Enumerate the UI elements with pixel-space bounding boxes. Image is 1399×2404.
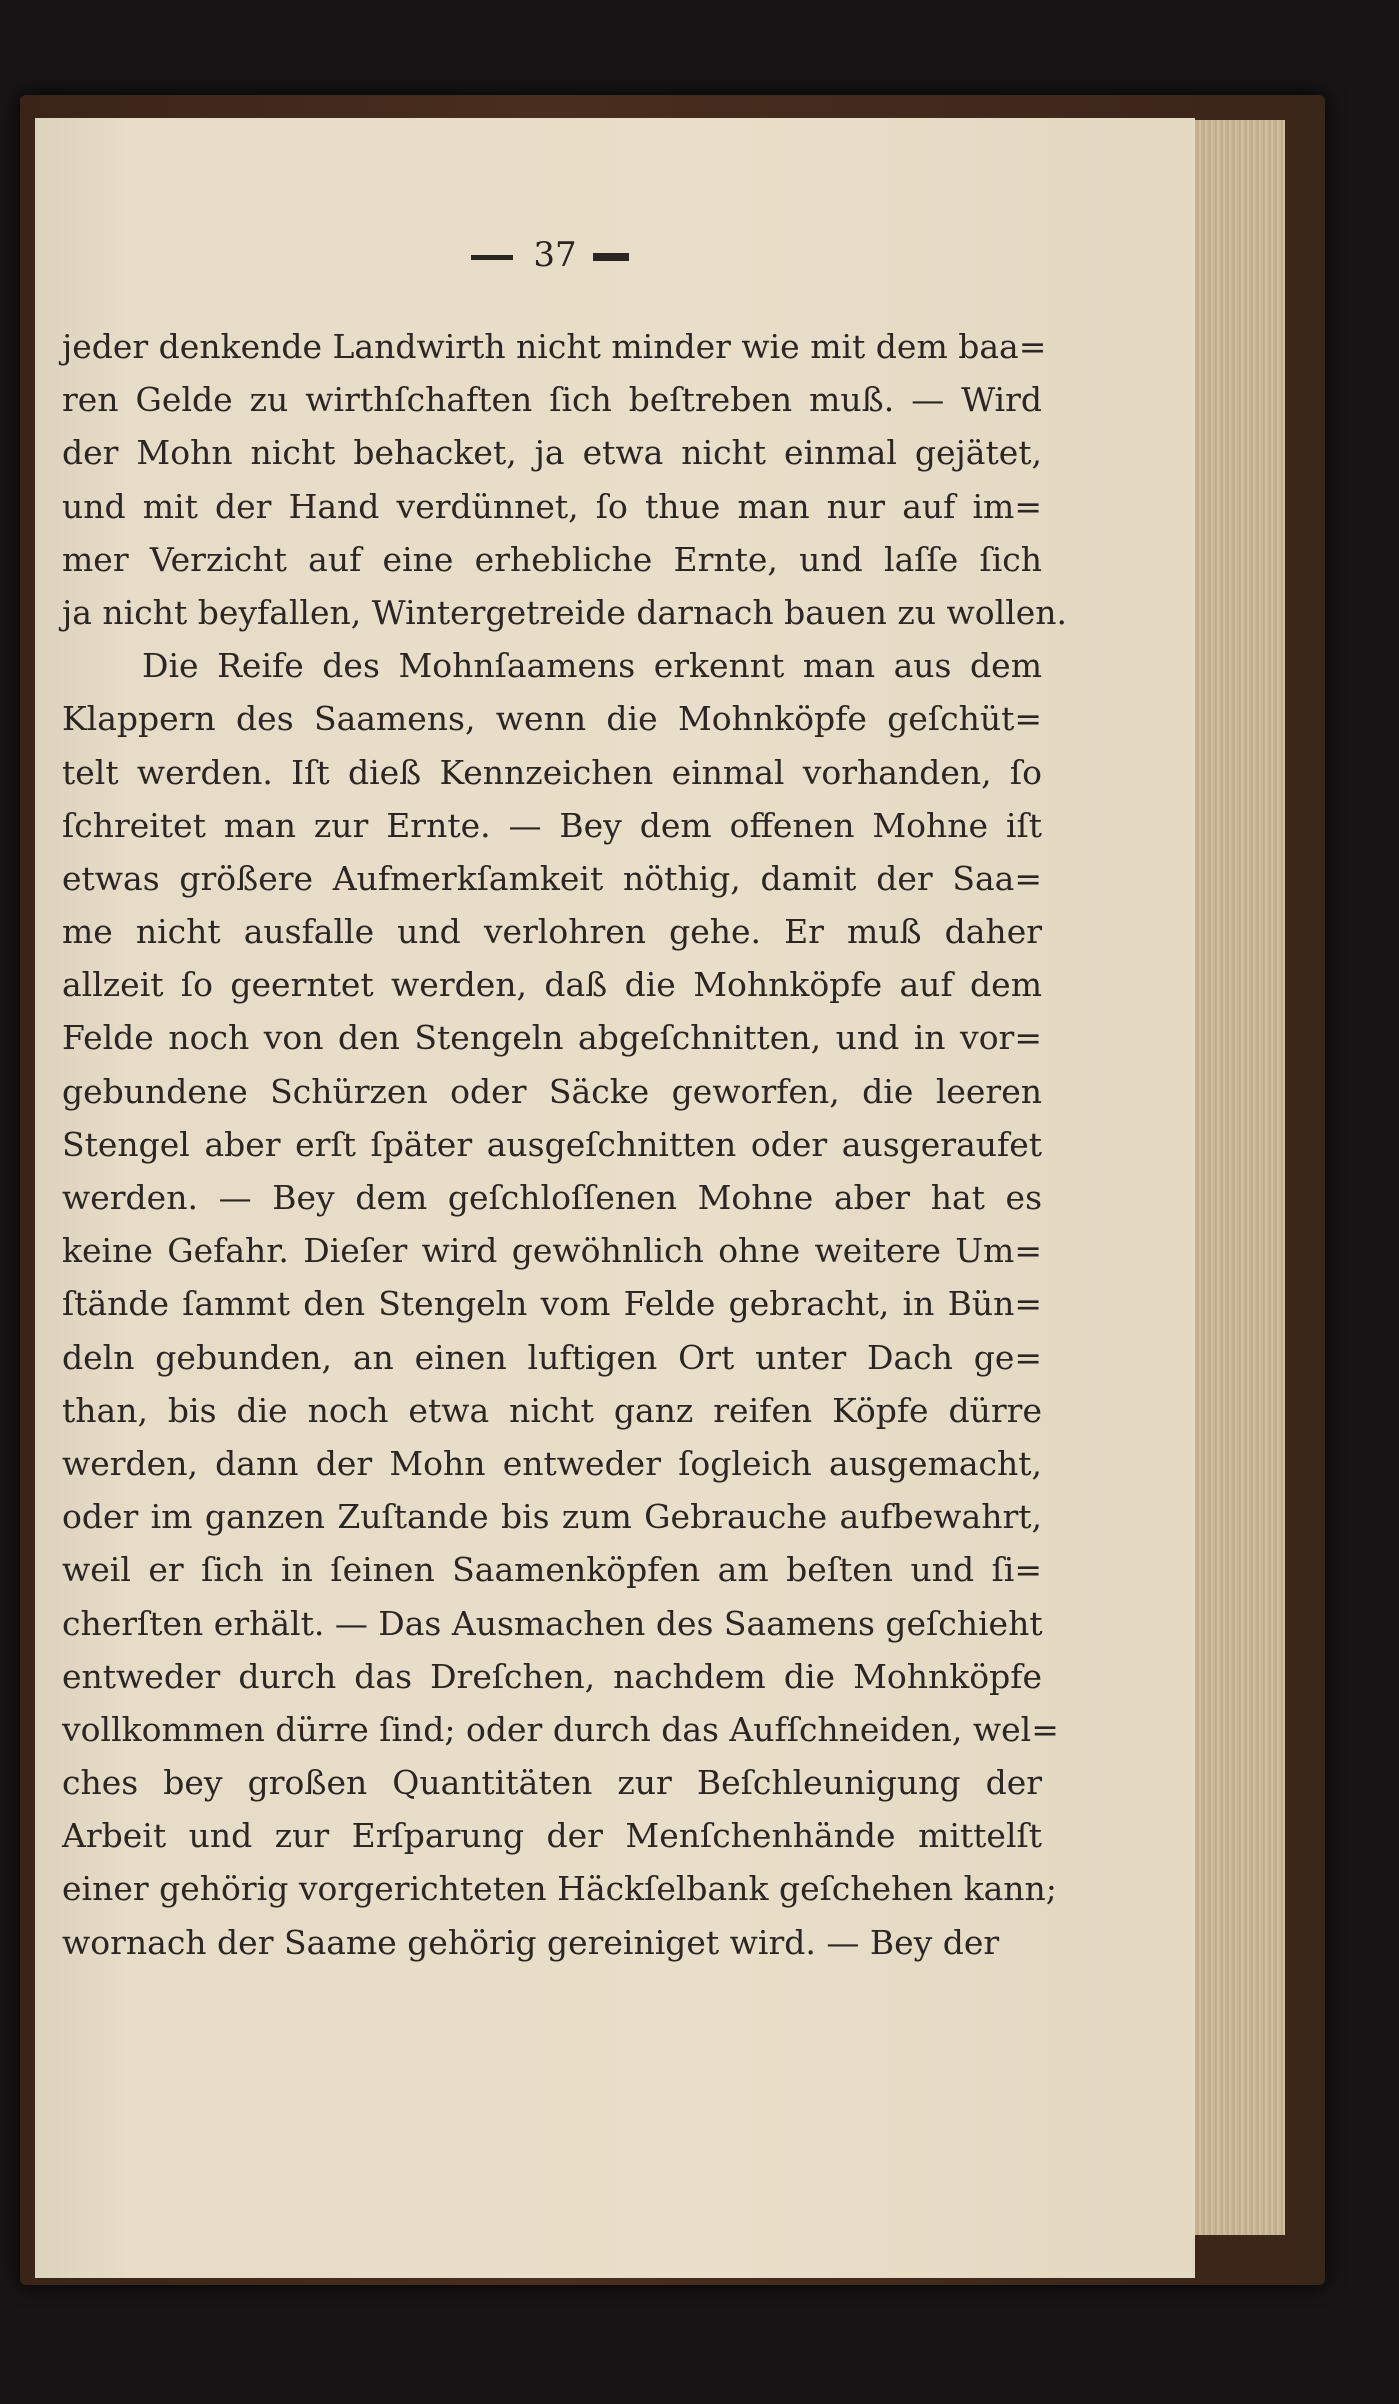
text-line: weil er ſich in ſeinen Saamenköpfen am beſten und ſi= bbox=[62, 1550, 1042, 1590]
paragraph-start-line: Die Reife des Mohnſaamens erkennt man aus dem bbox=[142, 646, 1042, 686]
text-line: ſtände ſammt den Stengeln vom Felde gebracht, in Bün= bbox=[62, 1284, 1042, 1324]
text-line: werden. — Bey dem geſchloſſenen Mohne aber hat es bbox=[62, 1178, 1042, 1217]
text-line: ja nicht beyfallen, Wintergetreide darnach bauen zu wollen. bbox=[62, 592, 1068, 632]
page-number bbox=[440, 235, 660, 275]
text-line: Felde noch von den Stengeln abgeſchnitten, und in vor= bbox=[62, 1018, 1042, 1058]
text-line: mer Verzicht auf eine erhebliche Ernte, und laſſe ſich bbox=[62, 539, 1042, 579]
text-line: ren Gelde zu wirthſchaften ſich beſtreben muß. — Wird bbox=[62, 380, 1042, 420]
right-dash bbox=[593, 253, 629, 261]
text-line: Klappern des Saamens, wenn die Mohnköpfe geſchüt= bbox=[62, 699, 1042, 739]
text-line: Arbeit und zur Erſparung der Menſchenhände mittelſt bbox=[62, 1816, 1042, 1856]
text-line: me nicht ausfalle und verlohren gehe. Er muß daher bbox=[62, 912, 1042, 952]
text-line: keine Gefahr. Dieſer wird gewöhnlich ohne weitere Um= bbox=[62, 1231, 1042, 1271]
text-line: ches bey großen Quantitäten zur Beſchleunigung der bbox=[62, 1763, 1042, 1803]
text-line: gebundene Schürzen oder Säcke geworfen, die leeren bbox=[62, 1071, 1042, 1111]
text-line: deln gebunden, an einen luftigen Ort unter Dach ge= bbox=[62, 1337, 1042, 1377]
text-line: than, bis die noch etwa nicht ganz reifen Köpfe dürre bbox=[62, 1390, 1042, 1430]
text-line: etwas größere Aufmerkſamkeit nöthig, damit der Saa= bbox=[62, 858, 1042, 898]
text-line: oder im ganzen Zuſtande bis zum Gebrauche aufbewahrt, bbox=[62, 1497, 1042, 1537]
text-line: jeder denkende Landwirth nicht minder wie mit dem baa= bbox=[62, 327, 1047, 366]
text-line: der Mohn nicht behacket, ja etwa nicht einmal gejätet, bbox=[62, 433, 1042, 473]
left-dash bbox=[471, 255, 513, 260]
text-line: telt werden. Iſt dieß Kennzeichen einmal vorhanden, ſo bbox=[62, 752, 1042, 792]
text-line: einer gehörig vorgerichteten Häckſelbank geſchehen kann; bbox=[62, 1869, 1057, 1909]
text-line: wornach der Saame gehörig gereiniget wird. — Bey der bbox=[62, 1922, 1000, 1962]
page-edges bbox=[1190, 120, 1285, 2235]
text-line: vollkommen dürre ſind; oder durch das Aufſchneiden, wel= bbox=[62, 1709, 1059, 1749]
text-line: entweder durch das Dreſchen, nachdem die Mohnköpfe bbox=[62, 1656, 1042, 1696]
text-line: cherſten erhält. — Das Ausmachen des Saamens geſchieht bbox=[62, 1603, 1043, 1643]
page-number-text: 37 bbox=[533, 235, 577, 275]
text-line: Stengel aber erſt ſpäter ausgeſchnitten oder ausgeraufet bbox=[62, 1124, 1042, 1164]
text-line: allzeit ſo geerntet werden, daß die Mohnköpfe auf dem bbox=[62, 965, 1042, 1005]
text-line: werden, dann der Mohn entweder ſogleich ausgemacht, bbox=[62, 1443, 1042, 1483]
text-line: und mit der Hand verdünnet, ſo thue man nur auf im= bbox=[62, 486, 1042, 526]
text-line: ſchreitet man zur Ernte. — Bey dem offenen Mohne iſt bbox=[62, 805, 1042, 845]
body-text bbox=[62, 320, 1068, 1969]
